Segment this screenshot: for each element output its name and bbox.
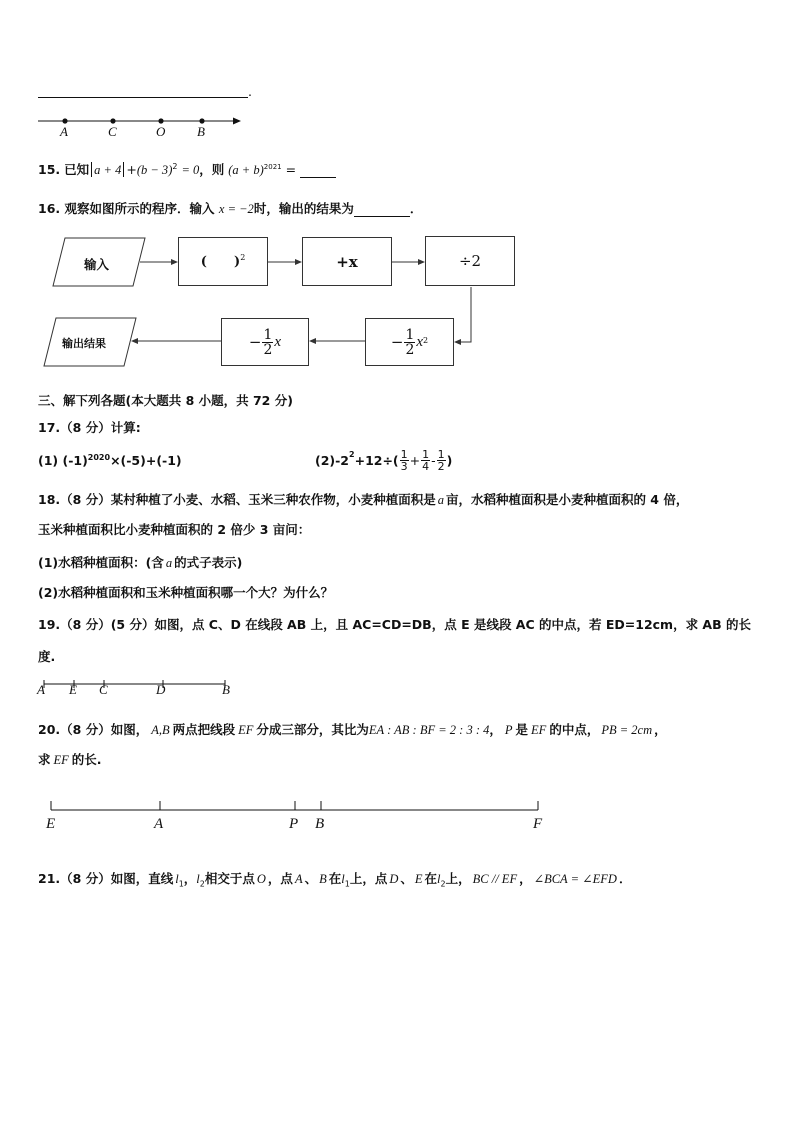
q16-text-a: 观察如图所示的程序．输入 <box>64 201 215 216</box>
q20-ab: A,B <box>151 723 170 737</box>
q17-p2-mid: +12÷( <box>354 452 399 468</box>
q20-ratio: EA : AB : BF = 2 : 3 : 4 <box>368 723 490 737</box>
q15-plus: + <box>126 162 137 177</box>
q18-line2: 玉米种植面积比小麦种植面积的 2 倍少 3 亩问： <box>38 522 311 537</box>
halfx-sign: − <box>248 333 262 351</box>
q15-number: 15. <box>38 162 61 177</box>
period: . <box>248 84 252 99</box>
q15-paren-b: (b − 3) <box>136 163 173 177</box>
point-a-label: A <box>60 124 68 139</box>
q17-f2n: 1 <box>422 447 430 461</box>
q21-l1-b: l <box>341 872 345 886</box>
q16-text-b: 时，输出的结果为 <box>253 201 354 216</box>
q21-line: 21.（8 分）如图，直线 $l_1$，$l_2$相交于点 O ，点 A 、 B 在$l_1$上，点 D 、 E 在$l_2$上， BC // EF ， ∠BCA = ∠EFD ． <box>38 871 632 889</box>
q21-d: D <box>389 872 399 886</box>
q19-label-d: D <box>156 682 166 697</box>
q20-line2: 求 EF 的长. <box>38 752 102 767</box>
q21-o: O <box>256 872 266 886</box>
halfx-var: x <box>274 333 282 350</box>
q17-f1n: 1 <box>400 447 408 461</box>
q21-sub2-b: 2 <box>440 879 446 889</box>
q21-l1: l <box>175 872 179 886</box>
q19-label-e: E <box>69 682 77 697</box>
q19-line2: 度. <box>38 649 56 664</box>
q17-part1: (1) $(-1)^{2020}\times(-5)+(-1)$ <box>38 453 182 469</box>
q20-label-a: A <box>154 816 164 832</box>
q15-eq: = <box>285 162 297 177</box>
q21-parallel: BC // EF <box>472 872 518 886</box>
q20-ef: EF <box>238 723 254 737</box>
q16-cond: x = −2 <box>218 202 254 216</box>
q21-angle: ∠BCA = ∠EFD <box>533 872 617 886</box>
halfx2-sign: − <box>390 333 404 351</box>
q21-e: E <box>414 872 423 886</box>
q19-label-c: C <box>99 682 108 697</box>
q20-label-p: P <box>289 816 299 832</box>
q20-line1: 20.（8 分）如图， A,B 两点把线段 EF 分成三部分，其比为EA : AB : BF = 2 : 3 : 4， P 是 EF 的中点， PB = 2cm ， <box>38 722 667 737</box>
q16-number: 16. <box>38 201 61 216</box>
q17-head: 17.（8 分）计算: <box>38 420 141 435</box>
q15-a-expr: a + 4 <box>94 163 122 177</box>
q17-p2: (2)-2 <box>315 452 350 468</box>
q20-label-e: E <box>46 816 56 832</box>
q15-exp: 2021 <box>263 162 282 171</box>
q17-f1d: 3 <box>400 459 408 473</box>
q17-op2: - <box>431 452 436 468</box>
q18-var-a: a <box>437 493 444 507</box>
q20-label-f: F <box>533 816 543 832</box>
q21-b: B <box>319 872 327 886</box>
q19-line1: 19.（8 分）(5 分）如图，点 C、D 在线段 AB 上，且 AC=CD=DB，点 E 是线段 AC 的中点，若 ED=12cm，求 AB 的长 <box>38 617 751 632</box>
q21-sub1: 1 <box>178 879 184 889</box>
point-o-label: O <box>156 124 166 139</box>
q19-label-a: A <box>37 682 45 697</box>
q17-p1-exp: 2020 <box>87 453 111 462</box>
flow-div2-label: ÷2 <box>458 252 482 270</box>
q17-p2-exp: 2 <box>349 450 355 459</box>
point-b-label: B <box>197 124 205 139</box>
q17-f3n: 1 <box>437 447 445 461</box>
q19-label-b: B <box>222 682 230 697</box>
q20-pb: PB = 2cm <box>601 723 653 737</box>
flow-square-parens: ( ) <box>200 254 241 270</box>
q20-label-b: B <box>315 816 325 832</box>
q21-l2-b: l <box>437 872 441 886</box>
flow-square-sup: 2 <box>240 253 246 263</box>
q21-sub1-b: 1 <box>344 879 350 889</box>
flow-output-label: 输出结果 <box>62 337 106 350</box>
q20-p: P <box>504 723 513 737</box>
q20-ef-2: EF <box>531 723 547 737</box>
section-3-title: 三、解下列各题(本大题共 8 小题，共 72 分) <box>38 393 293 408</box>
q15-lead: 已知 <box>64 162 90 177</box>
q21-a: A <box>294 872 303 886</box>
q15-mid: ，则 <box>199 162 225 177</box>
halfx-den: 2 <box>263 341 273 358</box>
flow-addx-label: +x <box>336 252 358 271</box>
halfx2-sup: 2 <box>423 335 429 345</box>
q21-l2: l <box>196 872 200 886</box>
halfx-num: 1 <box>263 326 273 343</box>
halfx2-num: 1 <box>405 326 415 343</box>
q17-f3d: 2 <box>437 459 445 473</box>
q18-part2: (2)水稻种植面积和玉米种植面积哪一个大？为什么？ <box>38 585 334 600</box>
point-c-label: C <box>108 124 117 139</box>
q21-sub2: 2 <box>199 879 205 889</box>
q18-part1-var: a <box>165 556 173 570</box>
halfx2-var: x <box>416 333 424 350</box>
q15-square: 2 <box>172 161 178 171</box>
q16-period: ． <box>409 201 423 216</box>
flow-input-label: 输入 <box>84 257 110 272</box>
q17-op1: + <box>409 452 421 468</box>
halfx2-den: 2 <box>405 341 415 358</box>
q18-part1: (1)水稻种植面积：(含 a 的式子表示) <box>38 555 243 570</box>
q20-ef-3: EF <box>53 753 69 767</box>
q15-eq-zero: = 0 <box>181 163 200 177</box>
q18-line1: 18.（8 分）某村种植了小麦、水稻、玉米三种农作物，小麦种植面积是 a 亩，水稻种植面积是小麦种植面积的 4 倍， <box>38 492 689 507</box>
q17-p1-rest: ×(-5)+(-1) <box>110 453 182 469</box>
q17-close: ) <box>446 452 453 468</box>
q17-f2d: 4 <box>422 459 430 473</box>
q15-ab-expr: (a + b) <box>228 163 264 177</box>
